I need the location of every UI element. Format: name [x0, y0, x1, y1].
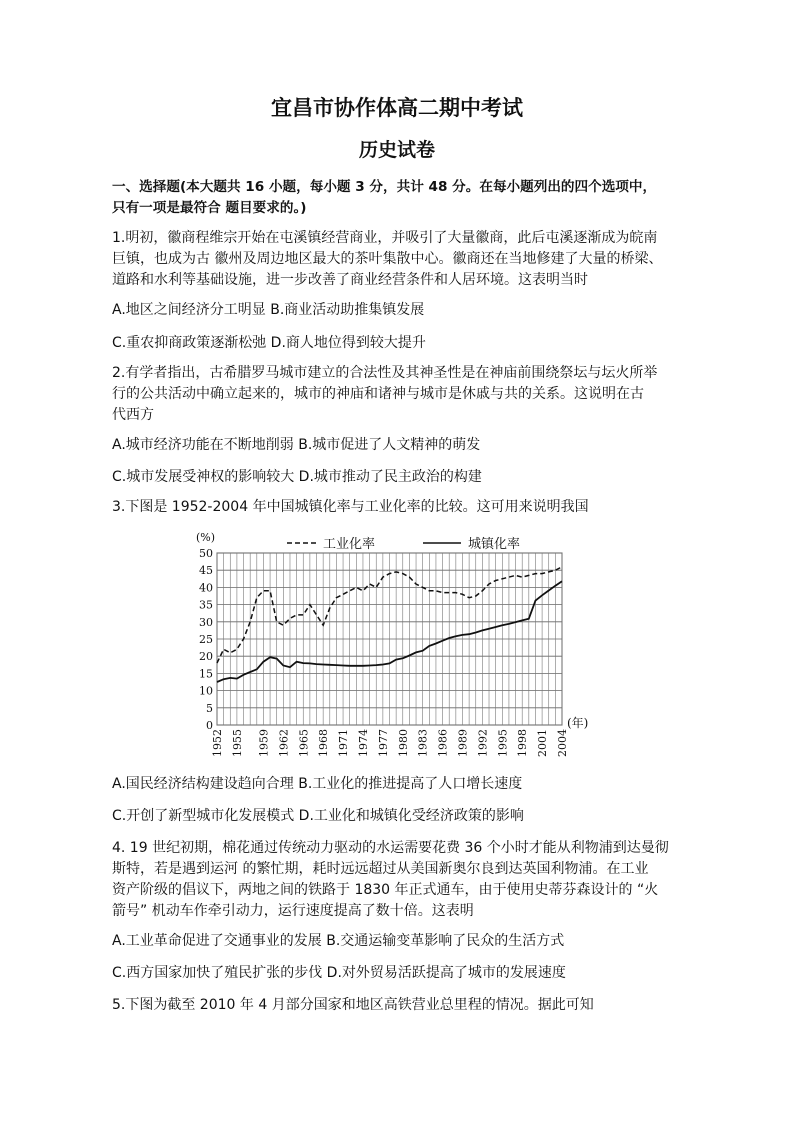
q3-stem: 3.下图是 1952-2004 年中国城镇化率与工业化率的比较。这可用来说明我国 — [112, 499, 589, 515]
q4-stem-line-3: 资产阶级的倡议下，两地之间的铁路于 1830 年正式通车，由于使用史蒂芬森设计的 “火 — [112, 882, 659, 898]
x-tick-label: 1995 — [496, 729, 510, 757]
urbanization-industrialization-chart — [190, 528, 600, 760]
y-tick-label: 0 — [206, 719, 213, 732]
x-tick-label: 1955 — [230, 729, 244, 757]
section-heading-line-2: 只有一项是最符合 题目要求的。) — [112, 200, 307, 216]
y-tick-label: 15 — [199, 667, 213, 681]
x-tick-label: 1971 — [337, 729, 351, 757]
y-tick-label: 10 — [199, 684, 213, 698]
x-tick-label: 1974 — [356, 729, 370, 757]
x-tick-label: 1992 — [476, 729, 490, 757]
x-tick-label: 1986 — [436, 729, 450, 757]
y-tick-label: 5 — [206, 701, 213, 715]
y-tick-label: 40 — [199, 581, 213, 595]
q4-stem-line-2: 斯特，若是遇到运河 的繁忙期，耗时远远超过从美国新奥尔良到达英国利物浦。在工业 — [112, 861, 649, 877]
chart-y-ticks — [199, 547, 213, 732]
q2-stem-line-1: 2.有学者指出，古希腊罗马城市建立的合法性及其神圣性是在神庙前围绕祭坛与坛火所举 — [112, 365, 658, 381]
q2-stem-line-3: 代西方 — [112, 407, 154, 423]
x-tick-label: 1952 — [211, 729, 224, 757]
x-tick-label: 2004 — [556, 729, 569, 757]
q4-options-line-2: C.西方国家加快了殖民扩张的步伐 D.对外贸易活跃提高了城市的发展速度 — [112, 965, 566, 981]
x-tick-label: 1968 — [317, 729, 331, 757]
exam-subtitle: 历史试卷 — [358, 139, 435, 161]
q1-options-line-1: A.地区之间经济分工明显 B.商业活动助推集镇发展 — [112, 302, 425, 318]
y-tick-label: 20 — [199, 650, 213, 664]
q4-options-line-1: A.工业革命促进了交通事业的发展 B.交通运输变革影响了民众的生活方式 — [112, 933, 565, 949]
chart-grid — [217, 553, 562, 725]
x-tick-label: 1959 — [257, 729, 271, 757]
y-tick-label: 45 — [199, 564, 213, 578]
x-tick-label: 1962 — [277, 729, 291, 757]
q1-stem-line-1: 1.明初，徽商程维宗开始在屯溪镇经营商业，并吸引了大量徽商，此后屯溪逐渐成为皖南 — [112, 230, 658, 246]
x-tick-label: 1989 — [456, 729, 470, 757]
x-tick-label: 1998 — [516, 729, 530, 757]
x-tick-label: 2001 — [536, 729, 550, 757]
y-tick-label: 50 — [199, 547, 213, 560]
legend-label: 工业化率 — [323, 537, 376, 552]
q2-options-line-2: C.城市发展受神权的影响较大 D.城市推动了民主政治的构建 — [112, 469, 482, 485]
q1-stem-line-2: 巨镇，也成为古 徽州及周边地区最大的茶叶集散中心。徽商还在当地修建了大量的桥梁、 — [112, 251, 663, 267]
x-tick-label: 1983 — [416, 729, 430, 757]
y-tick-label: 25 — [199, 633, 213, 646]
x-tick-label: 1980 — [396, 729, 410, 757]
y-tick-label: 35 — [199, 598, 213, 612]
exam-title: 宜昌市协作体高二期中考试 — [271, 95, 523, 120]
chart-x-unit-label: (年) — [567, 716, 589, 730]
chart-unit-label: (%) — [196, 531, 216, 544]
q1-options-line-2: C.重农抑商政策逐渐松弛 D.商人地位得到较大提升 — [112, 335, 426, 351]
chart-legend — [287, 536, 520, 552]
chart-x-ticks — [211, 729, 569, 757]
section-heading-line-1: 一、选择题(本大题共 16 小题，每小题 3 分，共计 48 分。在每小题列出的四个选项中， — [112, 179, 657, 195]
q2-stem-line-2: 行的公共活动中确立起来的，城市的神庙和诸神与城市是休戚与共的关系。这说明在古 — [112, 386, 644, 402]
q4-stem-line-1: 4. 19 世纪初期，棉花通过传统动力驱动的水运需要花费 36 个小时才能从利物浦到达曼彻 — [112, 840, 669, 856]
legend-label: 城镇化率 — [468, 537, 521, 552]
q5-stem: 5.下图为截至 2010 年 4 月部分国家和地区高铁营业总里程的情况。据此可知 — [112, 997, 594, 1013]
y-tick-label: 30 — [199, 615, 213, 629]
q3-options-line-1: A.国民经济结构建设趋向合理 B.工业化的推进提高了人口增长速度 — [112, 776, 523, 792]
x-tick-label: 1965 — [297, 729, 311, 757]
q2-options-line-1: A.城市经济功能在不断地削弱 B.城市促进了人文精神的萌发 — [112, 437, 481, 453]
q4-stem-line-4: 箭号” 机动车作牵引动力，运行速度提高了数十倍。这表明 — [112, 903, 474, 919]
x-tick-label: 1977 — [376, 729, 390, 757]
q3-options-line-2: C.开创了新型城市化发展模式 D.工业化和城镇化受经济政策的影响 — [112, 808, 524, 824]
q1-stem-line-3: 道路和水利等基础设施，进一步改善了商业经营条件和人居环境。这表明当时 — [112, 272, 588, 288]
